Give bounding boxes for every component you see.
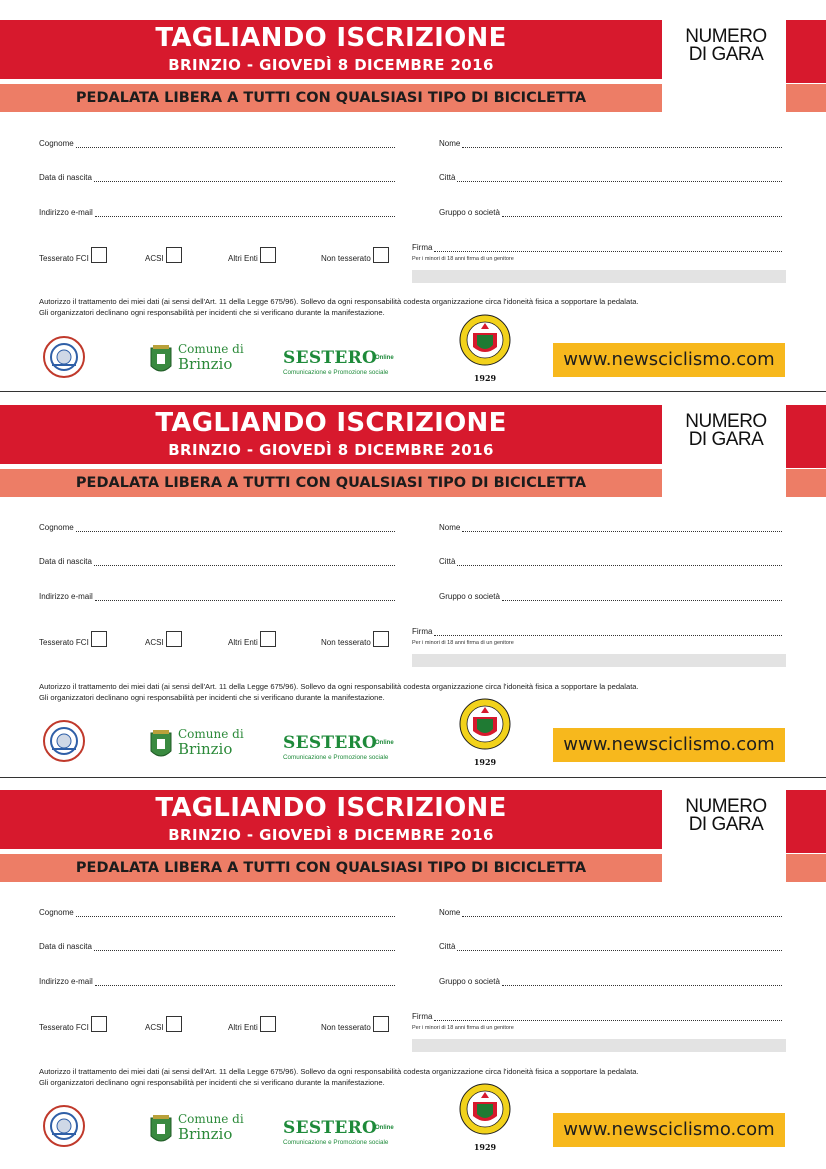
red-side-stripe [786, 20, 826, 83]
email-field[interactable]: Indirizzo e-mail [39, 207, 395, 217]
cognome-field[interactable]: Cognome [39, 138, 395, 148]
race-number-label: NUMERO DI GARA [685, 796, 767, 835]
salmon-side-stripe [786, 854, 826, 882]
grey-bar [412, 654, 786, 667]
cycling-club-badge: 1929 [455, 697, 515, 767]
comune-brinzio-logo: Comune di Brinzio [148, 725, 248, 765]
birthdate-field[interactable]: Data di nascita [39, 172, 395, 182]
coupon-title: TAGLIANDO ISCRIZIONE [155, 23, 507, 53]
privacy-text: Autorizzo il trattamento dei miei dati (ai sensi dell'Art. 11 della Legge 675/96). Sollevo da ogni responsabilità codesta organizzazione circa l'idoneità fisica a sopportare la pedalata. Gli organizzatori declinano ogni responsabilità per incidenti che si verificano durante la manifestazione. [39, 682, 639, 702]
privacy-text: Autorizzo il trattamento dei miei dati (ai sensi dell'Art. 11 della Legge 675/96). Sollevo da ogni responsabilità codesta organizzazione circa l'idoneità fisica a sopportare la pedalata. Gli organizzatori declinano ogni responsabilità per incidenti che si verificano durante la manifestazione. [39, 297, 639, 317]
checkbox-non-tesserato[interactable]: Non tesserato [321, 247, 389, 263]
cycling-club-badge: 1929 [455, 313, 515, 383]
group-field[interactable]: Gruppo o società [439, 976, 782, 986]
sestero-online-logo: SESTERO Online Comunicazione e Promozione sociale [283, 1118, 394, 1146]
signature-field[interactable]: Firma [412, 242, 782, 252]
group-field[interactable]: Gruppo o società [439, 591, 782, 601]
registration-coupon-2 [0, 385, 826, 770]
city-field[interactable]: Città [439, 172, 782, 182]
signature-note: Per i minori di 18 anni firma di un genitore [412, 256, 514, 262]
sestero-online-logo: SESTERO Online Comunicazione e Promozione sociale [283, 348, 394, 376]
group-field[interactable]: Gruppo o società [439, 207, 782, 217]
grey-bar [412, 270, 786, 283]
city-field[interactable]: Città [439, 941, 782, 951]
salmon-side-stripe [786, 469, 826, 497]
checkbox-altri-enti[interactable]: Altri Enti [228, 631, 276, 647]
website-banner[interactable]: www.newsciclismo.com [553, 728, 785, 762]
coupon-event-date: BRINZIO - GIOVEDÌ 8 DICEMBRE 2016 [168, 56, 494, 74]
signature-note: Per i minori di 18 anni firma di un genitore [412, 640, 514, 646]
red-side-stripe [786, 405, 826, 468]
cycling-club-badge: 1929 [455, 1082, 515, 1152]
registration-coupon-3 [0, 770, 826, 1155]
checkbox-non-tesserato[interactable]: Non tesserato [321, 631, 389, 647]
provincial-committee-logo [38, 719, 90, 763]
signature-note: Per i minori di 18 anni firma di un genitore [412, 1025, 514, 1031]
checkbox-acsi[interactable]: ACSI [145, 1016, 182, 1032]
checkbox-altri-enti[interactable]: Altri Enti [228, 247, 276, 263]
registration-coupon-1 [0, 0, 826, 385]
title-bar [0, 405, 662, 464]
race-number-label: NUMERO DI GARA [685, 26, 767, 65]
provincial-committee-logo [38, 335, 90, 379]
checkbox-tesserato-fci[interactable]: Tesserato FCI [39, 1016, 107, 1032]
coupon-title: TAGLIANDO ISCRIZIONE [155, 793, 507, 823]
comune-brinzio-logo: Comune di Brinzio [148, 1110, 248, 1150]
coupon-tagline: PEDALATA LIBERA A TUTTI CON QUALSIASI TIPO DI BICICLETTA [0, 469, 662, 497]
email-field[interactable]: Indirizzo e-mail [39, 591, 395, 601]
salmon-side-stripe [786, 84, 826, 112]
checkbox-tesserato-fci[interactable]: Tesserato FCI [39, 247, 107, 263]
nome-field[interactable]: Nome [439, 522, 782, 532]
website-banner[interactable]: www.newsciclismo.com [553, 343, 785, 377]
coupon-tagline: PEDALATA LIBERA A TUTTI CON QUALSIASI TIPO DI BICICLETTA [0, 84, 662, 112]
coupon-event-date: BRINZIO - GIOVEDÌ 8 DICEMBRE 2016 [168, 441, 494, 459]
privacy-text: Autorizzo il trattamento dei miei dati (ai sensi dell'Art. 11 della Legge 675/96). Sollevo da ogni responsabilità codesta organizzazione circa l'idoneità fisica a sopportare la pedalata. Gli organizzatori declinano ogni responsabilità per incidenti che si verificano durante la manifestazione. [39, 1067, 639, 1087]
cognome-field[interactable]: Cognome [39, 522, 395, 532]
cognome-field[interactable]: Cognome [39, 907, 395, 917]
sestero-online-logo: SESTERO Online Comunicazione e Promozione sociale [283, 733, 394, 761]
race-number-label: NUMERO DI GARA [685, 411, 767, 450]
birthdate-field[interactable]: Data di nascita [39, 556, 395, 566]
coupon-event-date: BRINZIO - GIOVEDÌ 8 DICEMBRE 2016 [168, 826, 494, 844]
signature-field[interactable]: Firma [412, 626, 782, 636]
nome-field[interactable]: Nome [439, 138, 782, 148]
checkbox-altri-enti[interactable]: Altri Enti [228, 1016, 276, 1032]
coupon-tagline: PEDALATA LIBERA A TUTTI CON QUALSIASI TIPO DI BICICLETTA [0, 854, 662, 882]
checkbox-non-tesserato[interactable]: Non tesserato [321, 1016, 389, 1032]
title-bar [0, 790, 662, 849]
signature-field[interactable]: Firma [412, 1011, 782, 1021]
website-banner[interactable]: www.newsciclismo.com [553, 1113, 785, 1147]
nome-field[interactable]: Nome [439, 907, 782, 917]
city-field[interactable]: Città [439, 556, 782, 566]
grey-bar [412, 1039, 786, 1052]
birthdate-field[interactable]: Data di nascita [39, 941, 395, 951]
checkbox-acsi[interactable]: ACSI [145, 631, 182, 647]
checkbox-tesserato-fci[interactable]: Tesserato FCI [39, 631, 107, 647]
email-field[interactable]: Indirizzo e-mail [39, 976, 395, 986]
provincial-committee-logo [38, 1104, 90, 1148]
title-bar [0, 20, 662, 79]
red-side-stripe [786, 790, 826, 853]
coupon-title: TAGLIANDO ISCRIZIONE [155, 408, 507, 438]
checkbox-acsi[interactable]: ACSI [145, 247, 182, 263]
comune-brinzio-logo: Comune di Brinzio [148, 340, 248, 380]
